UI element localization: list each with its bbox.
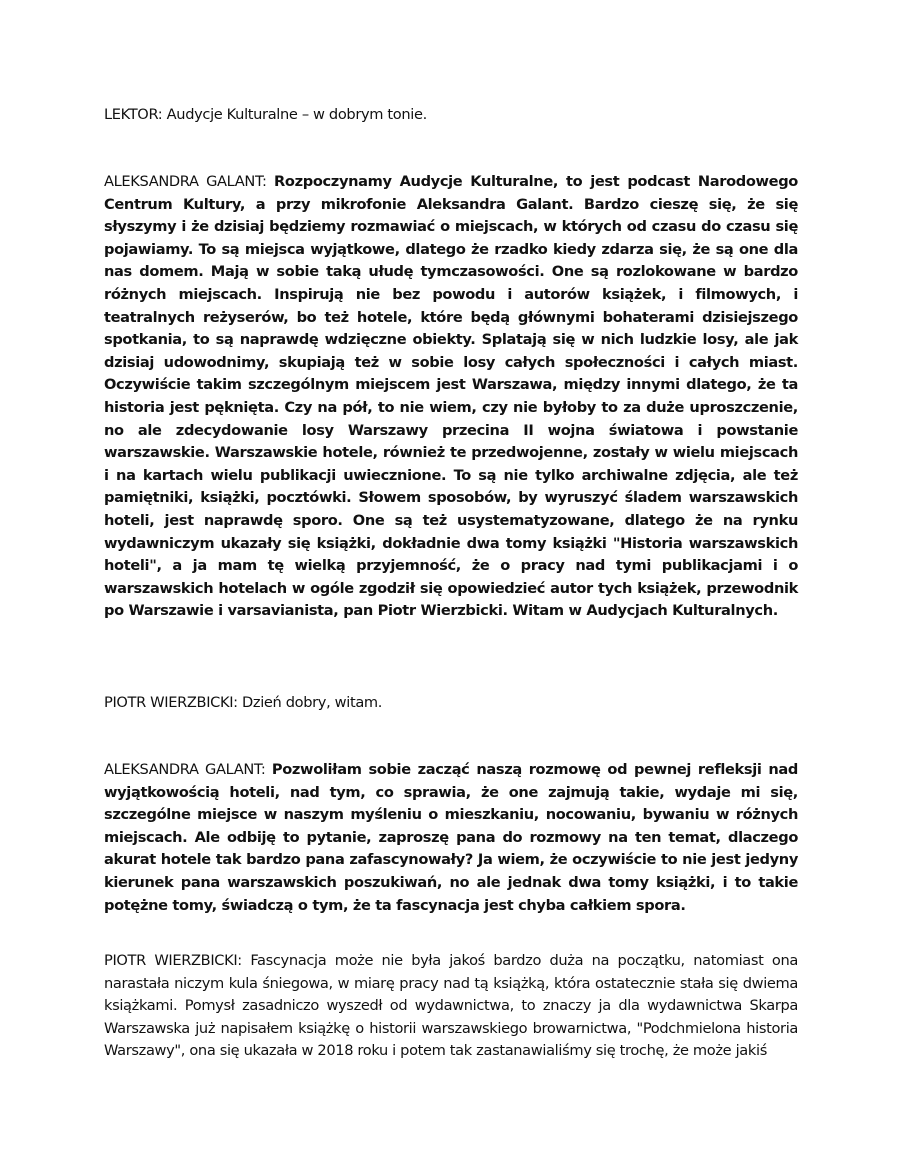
paragraph-text: Dzień dobry, witam.	[242, 694, 383, 711]
speaker-label: LEKTOR:	[104, 106, 163, 123]
paragraph-galant-intro	[104, 171, 798, 623]
paragraph-text: Audycje Kulturalne – w dobrym tonie.	[166, 106, 427, 123]
paragraph-galant-question	[104, 759, 798, 917]
paragraph-text: Rozpoczynamy Audycje Kulturalne, to jest podcast Narodowego Centrum Kultury, a przy mikrofonie Aleksandra Galant. Bardzo cieszę się, że się słyszymy i że dzisiaj będziemy rozmawiać o miejscach, w których od czasu do czasu się pojawiamy. To są miejsca wyjątkowe, dlatego że rzadko kiedy zdarza się, że są one dla nas domem. Mają w sobie taką ułudę tymczasowości. One są rozlokowane w bardzo różnych miejscach. Inspirują nie bez powodu i autorów książek, i filmowych, i teatralnych reżyserów, bo też hotele, które będą głównymi bohaterami dzisiejszego spotkania, to są naprawdę wdzięczne obiekty. Splatają się w nich ludzkie losy, ale jak dzisiaj udowodnimy, skupiają też w sobie losy całych społeczności i całych miast. Oczywiście takim szczególnym miejscem jest Warszawa, między innymi dlatego, że ta historia jest pęknięta. Czy na pół, to nie wiem, czy nie byłoby to za duże uproszczenie, no ale zdecydowanie losy Warszawy przecina II wojna światowa i powstanie warszawskie. Warszawskie hotele, również te przedwojenne, zostały w wielu miejscach i na kartach wielu publikacji uwiecznione. To są nie tylko archiwalne zdjęcia, ale też pamiętniki, książki, pocztówki. Słowem sposobów, by wyruszyć śladem warszawskich hoteli, jest naprawdę sporo. One są też usystematyzowane, dlatego że na rynku wydawniczym ukazały się książki, dokładnie dwa tomy książki "Historia warszawskich hoteli", a ja mam tę wielką przyjemność, że o pracy nad tymi publikacjami i o warszawskich hotelach w ogóle zgodził się opowiedzieć autor tych książek, przewodnik po Warszawie i varsavianista, pan Piotr Wierzbicki. Witam w Audycjach Kulturalnych.	[104, 173, 798, 620]
speaker-label: ALEKSANDRA GALANT:	[104, 173, 267, 190]
speaker-label: ALEKSANDRA GALANT:	[104, 761, 266, 778]
paragraph-text: Pozwoliłam sobie zacząć naszą rozmowę od pewnej refleksji nad wyjątkowością hoteli, nad tym, co sprawia, że one zajmują takie, wydaje mi się, szczególne miejsce w naszym myśleniu o mieszkaniu, nocowaniu, bywaniu w różnych miejscach. Ale odbiję to pytanie, zaproszę pana do rozmowy na ten temat, dlaczego akurat hotele tak bardzo pana zafascynowały? Ja wiem, że oczywiście to nie jest jedyny kierunek pana warszawskich poszukiwań, no ale jednak dwa tomy książki, i to takie potężne tomy, świadczą o tym, że ta fascynacja jest chyba całkiem spora.	[104, 761, 799, 914]
paragraph-wierzbicki-answer	[104, 950, 798, 1063]
paragraph-wierzbicki-greeting	[104, 692, 798, 715]
speaker-label: PIOTR WIERZBICKI:	[104, 694, 238, 711]
paragraph-text: Fascynacja może nie była jakoś bardzo duża na początku, natomiast ona narastała niczym kula śniegowa, w miarę pracy nad tą książką, która ostatecznie stała się dwiema książkami. Pomysł zasadniczo wyszedł od wydawnictwa, to znaczy ja dla wydawnictwa Skarpa Warszawska już napisałem książkę o historii warszawskiego browarnictwa, "Podchmielona historia Warszawy", ona się ukazała w 2018 roku i potem tak zastanawialiśmy się trochę, że może jakiś	[104, 952, 798, 1060]
speaker-label: PIOTR WIERZBICKI:	[104, 952, 242, 969]
paragraph-lektor-intro	[104, 104, 798, 127]
